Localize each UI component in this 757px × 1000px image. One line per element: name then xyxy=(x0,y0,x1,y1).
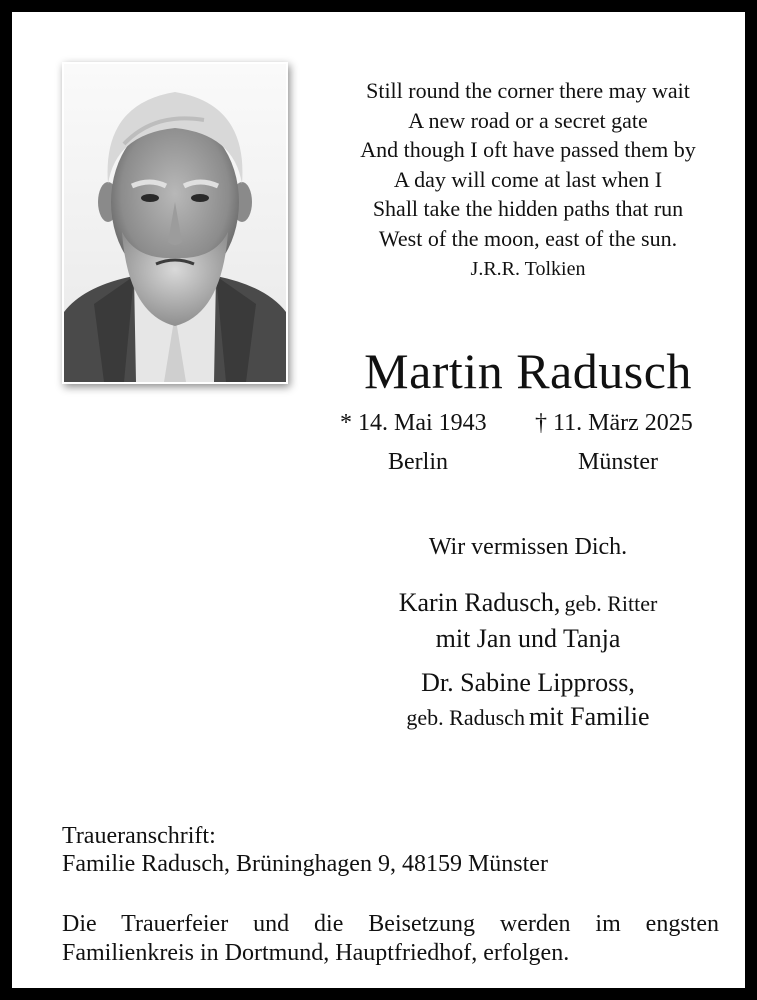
mourner-maiden-name: geb. Radusch xyxy=(406,705,525,730)
ceremony-line-2: Familienkreis in Dortmund, Hauptfriedhof, erfolgen. xyxy=(62,940,570,966)
poem-line: Shall take the hidden paths that run xyxy=(372,196,684,221)
mourner-maiden-name: geb. Ritter xyxy=(564,591,658,616)
mourner-line-2: mit Jan und Tanja xyxy=(435,624,621,653)
portrait-photo xyxy=(62,62,288,384)
farewell-message: Wir vermissen Dich. xyxy=(428,534,628,560)
poem-author: J.R.R. Tolkien xyxy=(470,258,586,280)
address-value: Familie Radusch, Brüninghagen 9, 48159 Münster xyxy=(62,851,548,877)
poem-line: West of the moon, east of the sun. xyxy=(378,225,678,251)
ceremony-line-1: Die Trauerfeier und die Beisetzung werden im engsten xyxy=(62,911,719,937)
mourner-line-1 xyxy=(312,588,744,618)
birth-date: * 14. Mai 1943 xyxy=(340,410,487,436)
poem-line: Still round the corner there may wait xyxy=(366,78,690,103)
mourner-family: mit Familie xyxy=(528,702,650,731)
ceremony-notice xyxy=(62,910,719,968)
poem-line: A new road or a secret gate xyxy=(408,107,648,133)
mourner-name: Karin Radusch, xyxy=(398,588,561,617)
death-date: † 11. März 2025 xyxy=(535,410,693,436)
portrait-image xyxy=(64,64,286,382)
death-place: Münster xyxy=(578,449,658,475)
deceased-name: Martin Radusch xyxy=(364,343,692,399)
mourner-line-4 xyxy=(312,702,744,732)
mourner-line-3: Dr. Sabine Lippross, xyxy=(421,668,635,697)
poem xyxy=(312,76,744,253)
address-label: Traueranschrift: xyxy=(62,823,216,849)
poem-line: A day will come at last when I xyxy=(393,166,663,192)
poem-line: And though I oft have passed them by xyxy=(360,137,696,162)
birth-place: Berlin xyxy=(388,449,448,475)
